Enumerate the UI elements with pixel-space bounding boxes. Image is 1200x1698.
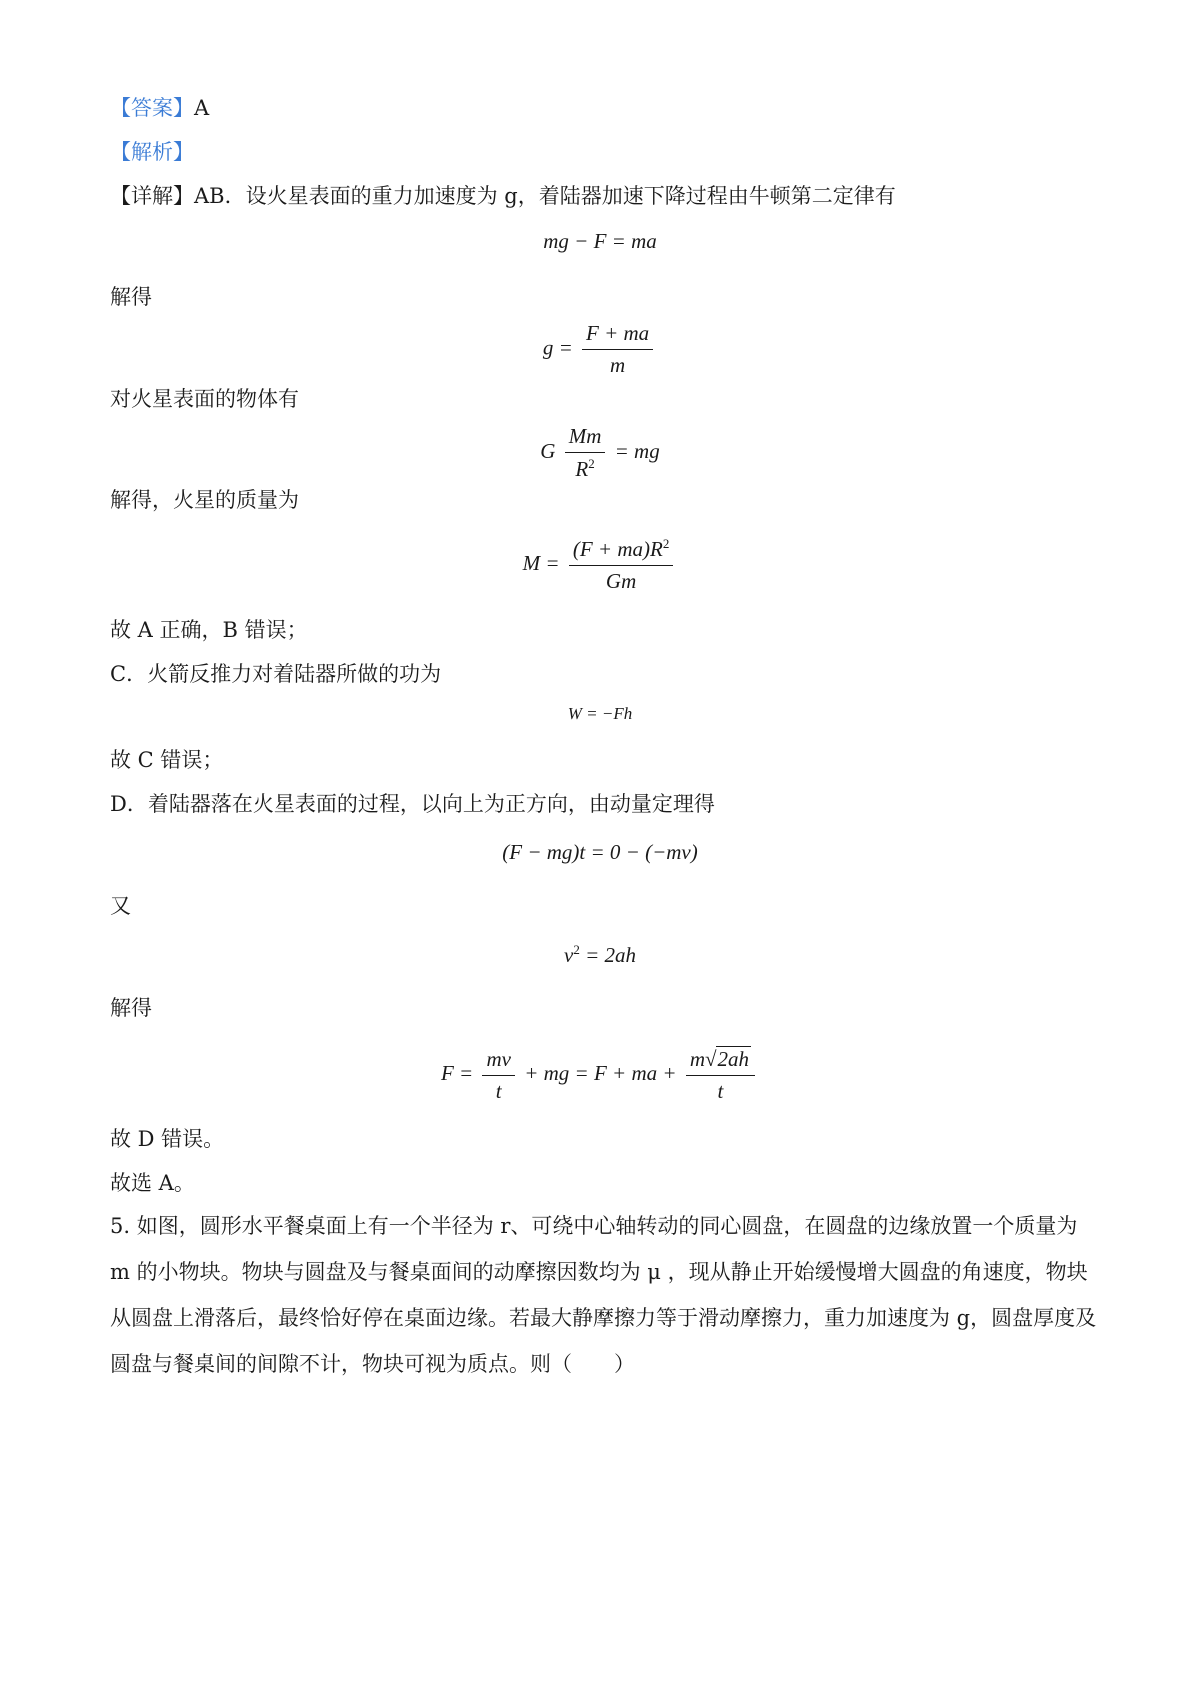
eq8-fraction-1 <box>482 1047 515 1104</box>
text-gu-a: 故 A 正确，B 错误； <box>110 618 308 642</box>
question-5: 5. 如图，圆形水平餐桌面上有一个半径为 r、可绕中心轴转动的同心圆盘，在圆盘的边缘放置一个质量为 m 的小物块。物块与圆盘及与餐桌面间的动摩擦因数均为 μ ，现从静止开始缓慢增大圆盘的角速度，物块从圆盘上滑落后，最终恰好停在桌面边缘。若最大静摩擦力等于滑动摩擦力，重力加速度为 g，圆盘厚度及圆盘与餐桌间的间隙不计，物块可视为质点。则（ ） <box>110 1214 1097 1376</box>
text-jiede-1: 解得 <box>110 285 152 309</box>
eq8-lhs: F = <box>440 1060 474 1085</box>
eq3-den-sup: 2 <box>588 456 595 471</box>
equation-6: (F − mg)t = 0 − (−mv) <box>502 840 698 864</box>
eq8-num2-pre: m <box>689 1047 705 1071</box>
eq2-lhs: g = <box>542 335 573 360</box>
eq2-numerator: F + ma <box>582 321 653 350</box>
text-guxuan: 故选 A。 <box>110 1171 195 1195</box>
equation-1: mg − F = ma <box>543 229 657 253</box>
text-gu-d: 故 D 错误。 <box>110 1127 225 1151</box>
text-you: 又 <box>110 894 131 918</box>
eq4-denominator: Gm <box>605 569 637 593</box>
eq2-fraction <box>582 321 653 378</box>
text-c: C．火箭反推力对着陆器所做的功为 <box>110 662 442 686</box>
answer-line <box>110 93 209 123</box>
equation-3 <box>0 424 1200 482</box>
text-jiede-2: 解得，火星的质量为 <box>110 488 299 512</box>
equation-4 <box>0 536 1200 594</box>
equation-5: W = −Fh <box>567 704 633 723</box>
eq8-denominator-2: t <box>717 1079 724 1103</box>
answer-value: A <box>194 96 210 120</box>
eq4-fraction <box>569 536 673 594</box>
eq2-denominator: m <box>610 353 626 377</box>
eq8-mid: + mg = F + ma + <box>524 1060 677 1085</box>
eq8-numerator-1: mv <box>482 1047 515 1076</box>
eq8-numerator-2 <box>686 1046 755 1076</box>
eq3-rhs: = mg <box>614 438 660 463</box>
detail-text: AB．设火星表面的重力加速度为 g，着陆器加速下降过程由牛顿第二定律有 <box>194 184 896 208</box>
eq4-numerator <box>569 536 673 566</box>
equation-2 <box>0 321 1200 378</box>
eq7-sup: 2 <box>573 942 580 957</box>
text-gu-c: 故 C 错误； <box>110 748 224 772</box>
eq8-fraction-2 <box>686 1046 755 1104</box>
eq3-fraction <box>565 424 606 482</box>
eq8-num2-root: 2ah <box>717 1047 750 1071</box>
equation-7 <box>0 942 1200 968</box>
eq4-num-base: (F + ma)R <box>572 537 663 561</box>
detail-label: 【详解】 <box>110 184 194 208</box>
sqrt-sign: √ <box>704 1047 717 1071</box>
eq7-base: v <box>564 943 574 967</box>
eq3-numerator: Mm <box>565 424 606 453</box>
equation-8 <box>0 1046 1200 1104</box>
text-d: D．着陆器落在火星表面的过程，以向上为正方向，由动量定理得 <box>110 792 715 816</box>
eq7-rhs: = 2ah <box>585 943 636 967</box>
eq4-lhs: M = <box>522 550 560 575</box>
eq8-denominator-1: t <box>495 1078 502 1103</box>
text-dui: 对火星表面的物体有 <box>110 387 299 411</box>
analysis-label: 【解析】 <box>110 140 194 164</box>
answer-label: 【答案】 <box>110 96 194 120</box>
text-jiede-3: 解得 <box>110 996 152 1020</box>
eq3-denominator <box>565 453 606 482</box>
eq4-num-sup: 2 <box>662 536 670 551</box>
detail-line <box>110 181 896 211</box>
eq3-den-base: R <box>575 457 589 481</box>
eq3-lhs: G <box>540 438 556 463</box>
